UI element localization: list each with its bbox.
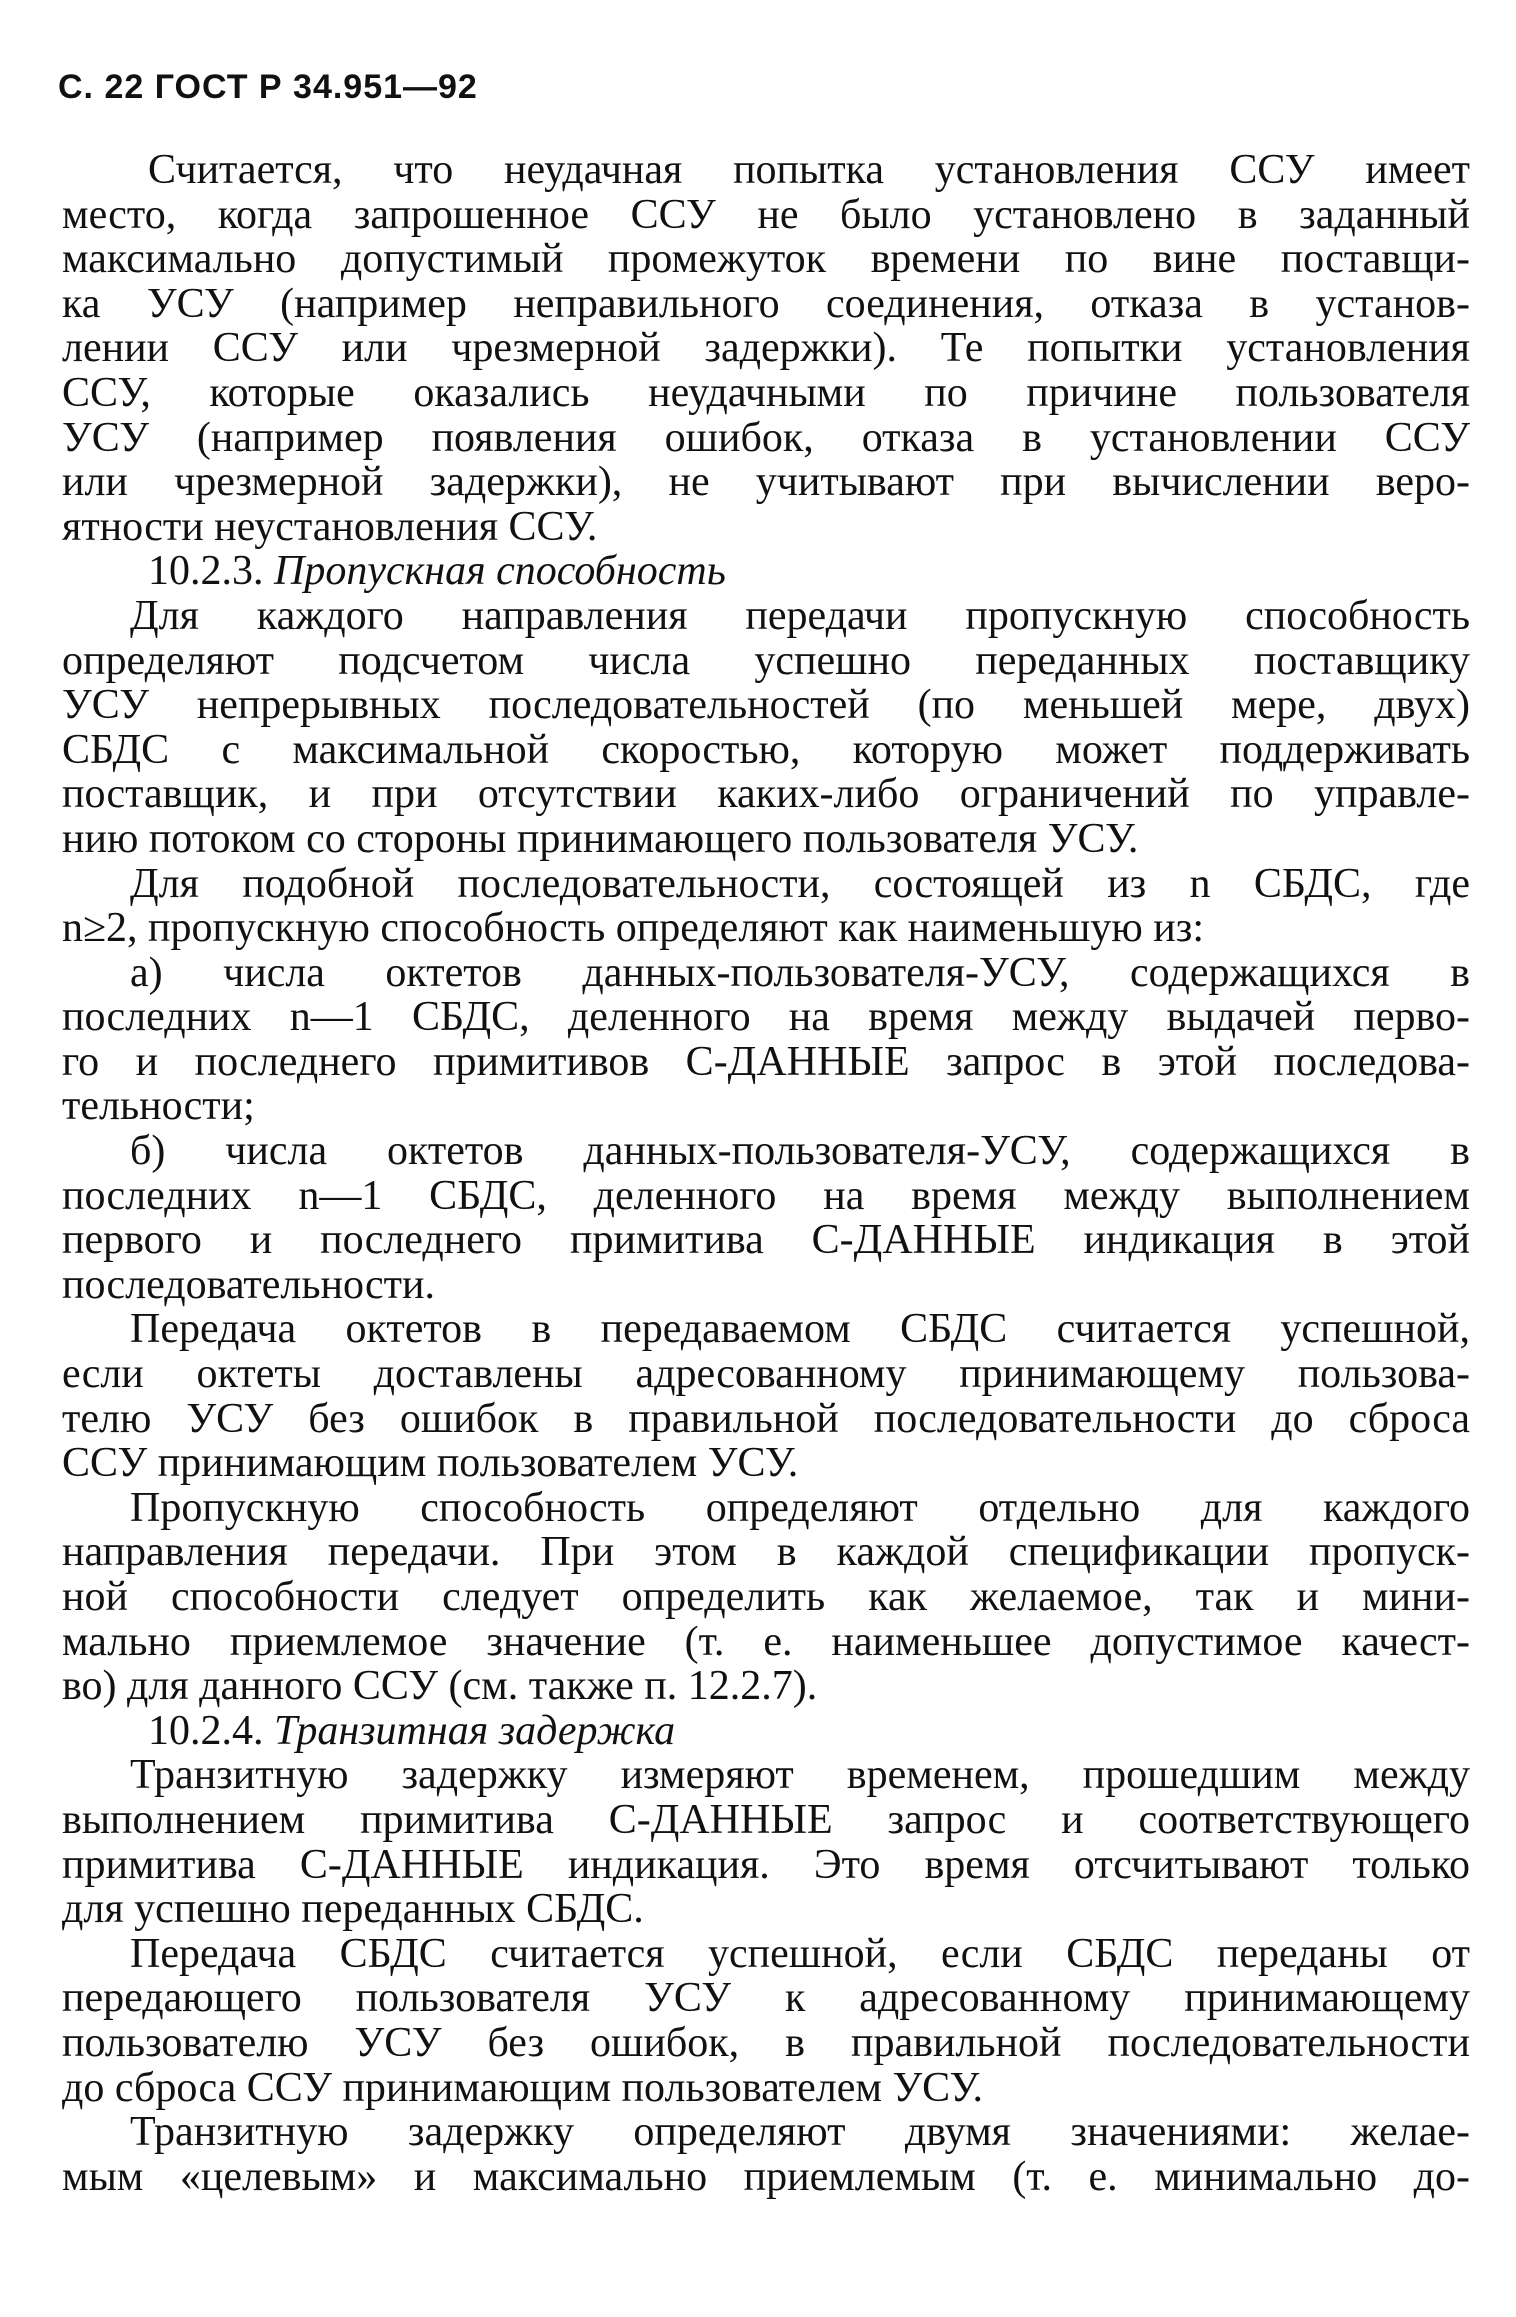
- text-line: Считается, что неудачная попытка установления ССУ имеет: [148, 148, 1470, 193]
- text-line: пользователю УСУ без ошибок, в правильной последовательности: [62, 2020, 1470, 2066]
- text-line: во) для данного ССУ (см. также п. 12.2.7).: [62, 1664, 818, 1709]
- text-line: Передача СБДС считается успешной, если СБДС переданы от: [130, 1931, 1470, 1977]
- text-line: или чрезмерной задержки), не учитывают при вычислении веро-: [62, 460, 1470, 505]
- text-line: лении ССУ или чрезмерной задержки). Те попытки установления: [62, 326, 1470, 371]
- text-line: максимально допустимый промежуток времени по вине поставщи-: [62, 237, 1470, 282]
- text-line: если октеты доставлены адресованному принимающему пользова-: [62, 1352, 1470, 1397]
- document-body: [62, 148, 1470, 2199]
- text-line: передающего пользователя УСУ к адресованному принимающему: [62, 1976, 1470, 2021]
- text-line: последних n—1 СБДС, деленного на время между выполнением: [62, 1173, 1470, 1219]
- text-line: телю УСУ без ошибок в правильной последовательности до сброса: [62, 1396, 1470, 1442]
- text-line: последних n—1 СБДС, деленного на время между выдачей перво-: [62, 995, 1470, 1040]
- text-line: ССУ принимающим пользователем УСУ.: [62, 1441, 799, 1486]
- text-line: Пропускную способность определяют отдельно для каждого: [130, 1485, 1470, 1531]
- text-line: место, когда запрошенное ССУ не было установлено в заданный: [62, 192, 1470, 238]
- text-line: выполнением примитива С-ДАННЫЕ запрос и соответствующего: [62, 1797, 1470, 1843]
- text-line: Транзитную задержку определяют двумя значениями: желае-: [130, 2110, 1470, 2155]
- section-heading: [62, 549, 1470, 594]
- text-line: Транзитную задержку измеряют временем, прошедшим между: [130, 1753, 1470, 1798]
- text-line: ка УСУ (например неправильного соединения, отказа в установ-: [62, 281, 1470, 327]
- text-line: СБДС с максимальной скоростью, которую может поддерживать: [62, 727, 1470, 773]
- text-line: поставщик, и при отсутствии каких-либо ограничений по управле-: [62, 772, 1470, 817]
- text-line: нию потоком со стороны принимающего пользователя УСУ.: [62, 816, 1139, 862]
- text-line: б) числа октетов данных-пользователя-УСУ, содержащихся в: [130, 1129, 1470, 1174]
- text-line: для успешно переданных СБДС.: [62, 1887, 644, 1932]
- page-header: С. 22 ГОСТ Р 34.951—92: [58, 68, 478, 106]
- text-line: УСУ непрерывных последовательностей (по меньшей мере, двух): [62, 683, 1470, 728]
- text-line: ной способности следует определить как желаемое, так и мини-: [62, 1575, 1470, 1620]
- text-line: первого и последнего примитива С-ДАННЫЕ индикация в этой: [62, 1218, 1470, 1263]
- text-line: го и последнего примитивов С-ДАННЫЕ запрос в этой последова-: [62, 1039, 1470, 1085]
- text-line: мым «целевым» и максимально приемлемым (т. е. минимально до-: [62, 2154, 1470, 2200]
- section-heading: [62, 1709, 1470, 1754]
- text-line: мально приемлемое значение (т. е. наименьшее допустимое качест-: [62, 1619, 1470, 1665]
- text-line: n≥2, пропускную способность определяют как наименьшую из:: [62, 906, 1204, 951]
- section-number: 10.2.4.: [148, 1708, 274, 1754]
- section-number: 10.2.3.: [148, 549, 274, 594]
- text-line: а) числа октетов данных-пользователя-УСУ, содержащихся в: [130, 950, 1470, 996]
- text-line: Для каждого направления передачи пропускную способность: [130, 593, 1470, 639]
- text-line: примитива С-ДАННЫЕ индикация. Это время отсчитывают только: [62, 1842, 1470, 1888]
- text-line: ятности неустановления ССУ.: [62, 504, 598, 550]
- text-line: последовательности.: [62, 1262, 436, 1308]
- section-title: Пропускная способность: [274, 549, 726, 594]
- text-line: ССУ, которые оказались неудачными по причине пользователя: [62, 370, 1470, 416]
- text-line: направления передачи. При этом в каждой спецификации пропуск-: [62, 1530, 1470, 1575]
- section-title: Транзитная задержка: [274, 1708, 676, 1754]
- text-line: УСУ (например появления ошибок, отказа в установлении ССУ: [62, 415, 1470, 461]
- text-line: до сброса ССУ принимающим пользователем УСУ.: [62, 2065, 984, 2111]
- text-line: тельности;: [62, 1084, 255, 1130]
- text-line: определяют подсчетом числа успешно переданных поставщику: [62, 638, 1470, 684]
- text-line: Для подобной последовательности, состоящей из n СБДС, где: [130, 861, 1470, 907]
- text-line: Передача октетов в передаваемом СБДС считается успешной,: [130, 1307, 1470, 1353]
